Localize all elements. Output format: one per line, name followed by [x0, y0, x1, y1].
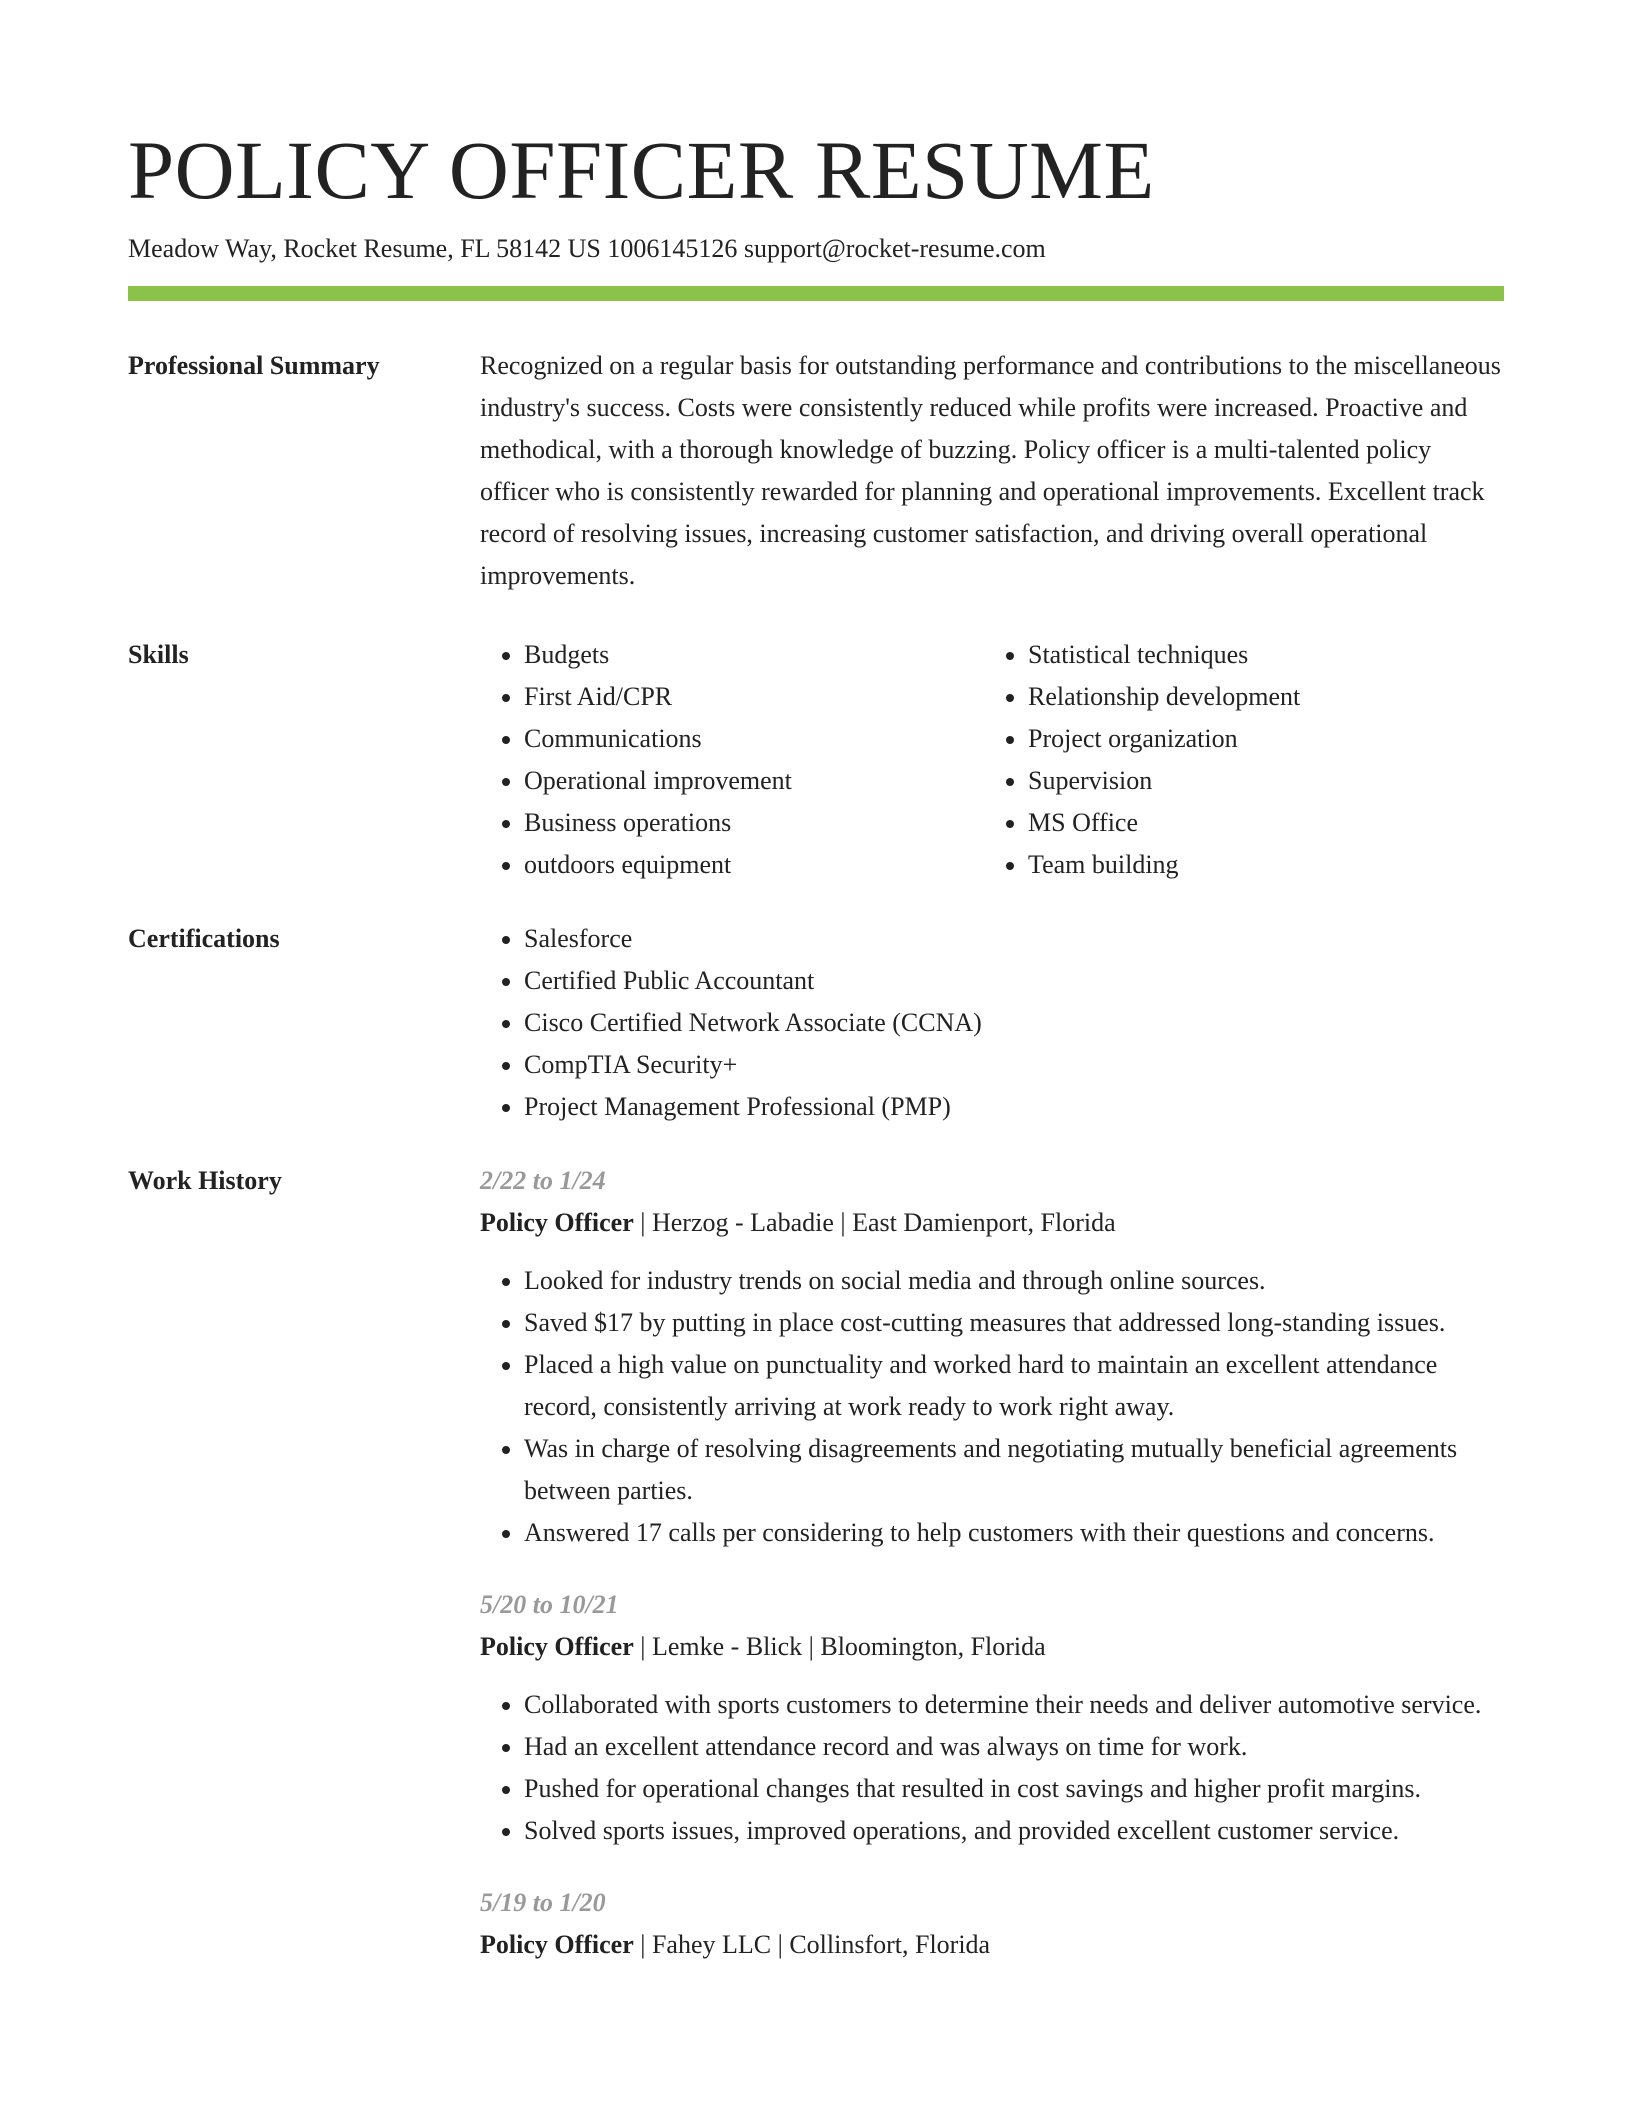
skills-list-right [984, 634, 1488, 886]
job-dates: 5/20 to 10/21 [480, 1590, 619, 1619]
work-history-heading: Work History [128, 1166, 282, 1195]
job-entry [480, 1882, 1504, 1966]
summary-heading: Professional Summary [128, 351, 380, 380]
certifications-heading: Certifications [128, 924, 280, 953]
job-title-line [480, 1626, 1504, 1668]
job-details: | Herzog - Labadie | East Damienport, Florida [633, 1208, 1116, 1237]
certifications-list [480, 918, 1504, 1128]
accent-divider [128, 286, 1504, 301]
job-title-line [480, 1202, 1504, 1244]
job-bullet: • Placed a high value on punctuality and worked hard to maintain an excellent attendance record, consistently arriving at work ready to work right away. [524, 1344, 1504, 1428]
job-bullet: • Pushed for operational changes that resulted in cost savings and higher profit margins. [524, 1768, 1504, 1810]
job-bullet: • Collaborated with sports customers to determine their needs and deliver automotive service. [524, 1684, 1504, 1726]
job-title: Policy Officer [480, 1208, 634, 1237]
job-bullet: • Solved sports issues, improved operations, and provided excellent customer service. [524, 1810, 1504, 1852]
skill-item: • Business operations [524, 802, 984, 844]
job-bullet: • Saved $17 by putting in place cost-cutting measures that addressed long-standing issues. [524, 1302, 1504, 1344]
skill-item: • Project organization [1028, 718, 1488, 760]
job-bullet: • Was in charge of resolving disagreements and negotiating mutually beneficial agreements between parties. [524, 1428, 1504, 1512]
resume-title: POLICY OFFICER RESUME [128, 124, 1155, 216]
certification-item: • Certified Public Accountant [524, 960, 1504, 1002]
certification-item: • Project Management Professional (PMP) [524, 1086, 1504, 1128]
job-title-line [480, 1924, 1504, 1966]
skill-item: • Team building [1028, 844, 1488, 886]
job-dates: 5/19 to 1/20 [480, 1888, 606, 1917]
skill-item: • Operational improvement [524, 760, 984, 802]
contact-line: Meadow Way, Rocket Resume, FL 58142 US 1006145126 support@rocket-resume.com [128, 234, 1046, 263]
certification-item: • CompTIA Security+ [524, 1044, 1504, 1086]
job-bullets [480, 1260, 1504, 1554]
skill-item: • Statistical techniques [1028, 634, 1488, 676]
job-title: Policy Officer [480, 1632, 634, 1661]
job-title: Policy Officer [480, 1930, 634, 1959]
job-bullets [480, 1684, 1504, 1852]
skill-item: • Supervision [1028, 760, 1488, 802]
job-bullet: • Answered 17 calls per considering to help customers with their questions and concerns. [524, 1512, 1504, 1554]
job-entry [480, 1160, 1504, 1554]
skill-item: • Budgets [524, 634, 984, 676]
skills-list-left [480, 634, 984, 886]
job-details: | Lemke - Blick | Bloomington, Florida [633, 1632, 1046, 1661]
skill-item: • Communications [524, 718, 984, 760]
job-entry [480, 1584, 1504, 1852]
summary-text: Recognized on a regular basis for outstanding performance and contributions to the miscellaneous industry's success. Costs were consistently reduced while profits were increased. Proactive and methodical, with a thorough knowledge of buzzing. Policy officer is a multi-talented policy officer who is consistently rewarded for planning and operational improvements. Excellent track record of resolving issues, increasing customer satisfaction, and driving overall operational improvements. [480, 351, 1501, 590]
skill-item: • Relationship development [1028, 676, 1488, 718]
job-details: | Fahey LLC | Collinsfort, Florida [633, 1930, 991, 1959]
certification-item: • Salesforce [524, 918, 1504, 960]
job-dates: 2/22 to 1/24 [480, 1166, 606, 1195]
skill-item: • MS Office [1028, 802, 1488, 844]
resume-page [128, 0, 1504, 2112]
certification-item: • Cisco Certified Network Associate (CCNA) [524, 1002, 1504, 1044]
job-bullet: • Looked for industry trends on social media and through online sources. [524, 1260, 1504, 1302]
job-bullet: • Had an excellent attendance record and was always on time for work. [524, 1726, 1504, 1768]
skill-item: • outdoors equipment [524, 844, 984, 886]
skill-item: • First Aid/CPR [524, 676, 984, 718]
skills-heading: Skills [128, 640, 189, 669]
